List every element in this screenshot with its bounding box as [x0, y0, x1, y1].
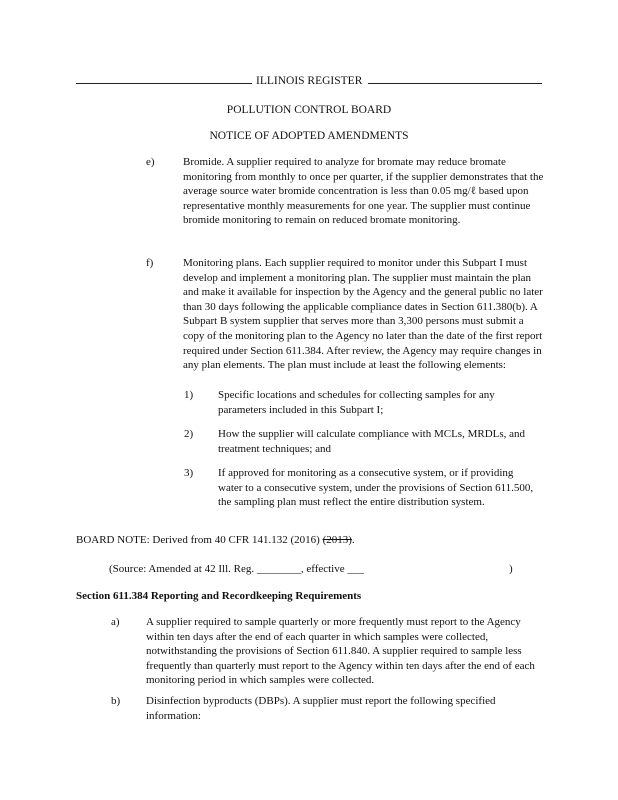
- subitem-1-text: Specific locations and schedules for collecting samples for any parameters included in this Subpart I;: [218, 389, 495, 416]
- subitem-1-label: 1): [184, 389, 194, 401]
- notice-title: NOTICE OF ADOPTED AMENDMENTS: [209, 130, 409, 142]
- subitem-2-label: 2): [184, 428, 194, 440]
- item-e-label: e): [146, 156, 155, 168]
- board-note: [76, 533, 355, 548]
- section-a-label: a): [111, 616, 120, 628]
- header-rule-right: [368, 83, 542, 84]
- section-a-text: A supplier required to sample quarterly or more frequently must report to the Agency within ten days after the end of each quarter in which samples were collected, notwithstanding the provisions of Section 611.840. A supplier required to sample less frequently than quarterly must report to the Agency within ten days after the end of each monitoring period in which samples were collected.: [146, 616, 535, 687]
- header-rule-left: [76, 83, 252, 84]
- item-e-text: Bromide. A supplier required to analyze for bromate may reduce bromate monitoring from monthly to once per quarter, if the supplier demonstrates that the average source water bromide concentration is less than 0.05 mg/ℓ based upon representative monthly measurements for one year. The supplier must continue bromide monitoring to remain on reduced bromate monitoring.: [183, 156, 544, 227]
- register-title: ILLINOIS REGISTER: [256, 75, 363, 87]
- subitem-2-text: How the supplier will calculate compliance with MCLs, MRDLs, and treatment techniques; and: [218, 428, 526, 455]
- board-note-prefix: BOARD NOTE: Derived from 40 CFR 141.132 (2016): [76, 534, 320, 546]
- source-close-paren: ): [509, 563, 513, 575]
- section-heading: Section 611.384 Reporting and Recordkeeping Requirements: [76, 590, 362, 602]
- item-f-text: Monitoring plans. Each supplier required to monitor under this Subpart I must develop and implement a monitoring plan. The supplier must maintain the plan and make it available for inspection by the Agency and the general public no later than 30 days following the applicable compliance dates in Section 611.380(b). A Subpart B system supplier that serves more than 3,300 persons must submit a copy of the monitoring plan to the Agency no later than the date of the first report required under Section 611.384. After review, the Agency may require changes in any plan elements. The plan must include at least the following elements:: [183, 257, 543, 372]
- section-b-label: b): [111, 695, 121, 707]
- subitem-3-text: If approved for monitoring as a consecutive system, or if providing water to a consecutive system, under the provisions of Section 611.500, the sampling plan must reflect the entire distribution system.: [218, 467, 534, 509]
- source-note: (Source: Amended at 42 Ill. Reg. ________, effective ___: [109, 563, 364, 575]
- board-title: POLLUTION CONTROL BOARD: [226, 104, 392, 116]
- board-note-suffix: .: [351, 534, 355, 546]
- subitem-3-label: 3): [184, 467, 194, 479]
- board-note-struck-text: (2013): [322, 534, 352, 546]
- section-b-text: Disinfection byproducts (DBPs). A supplier must report the following specified information:: [146, 695, 496, 722]
- item-f-label: f): [146, 257, 154, 269]
